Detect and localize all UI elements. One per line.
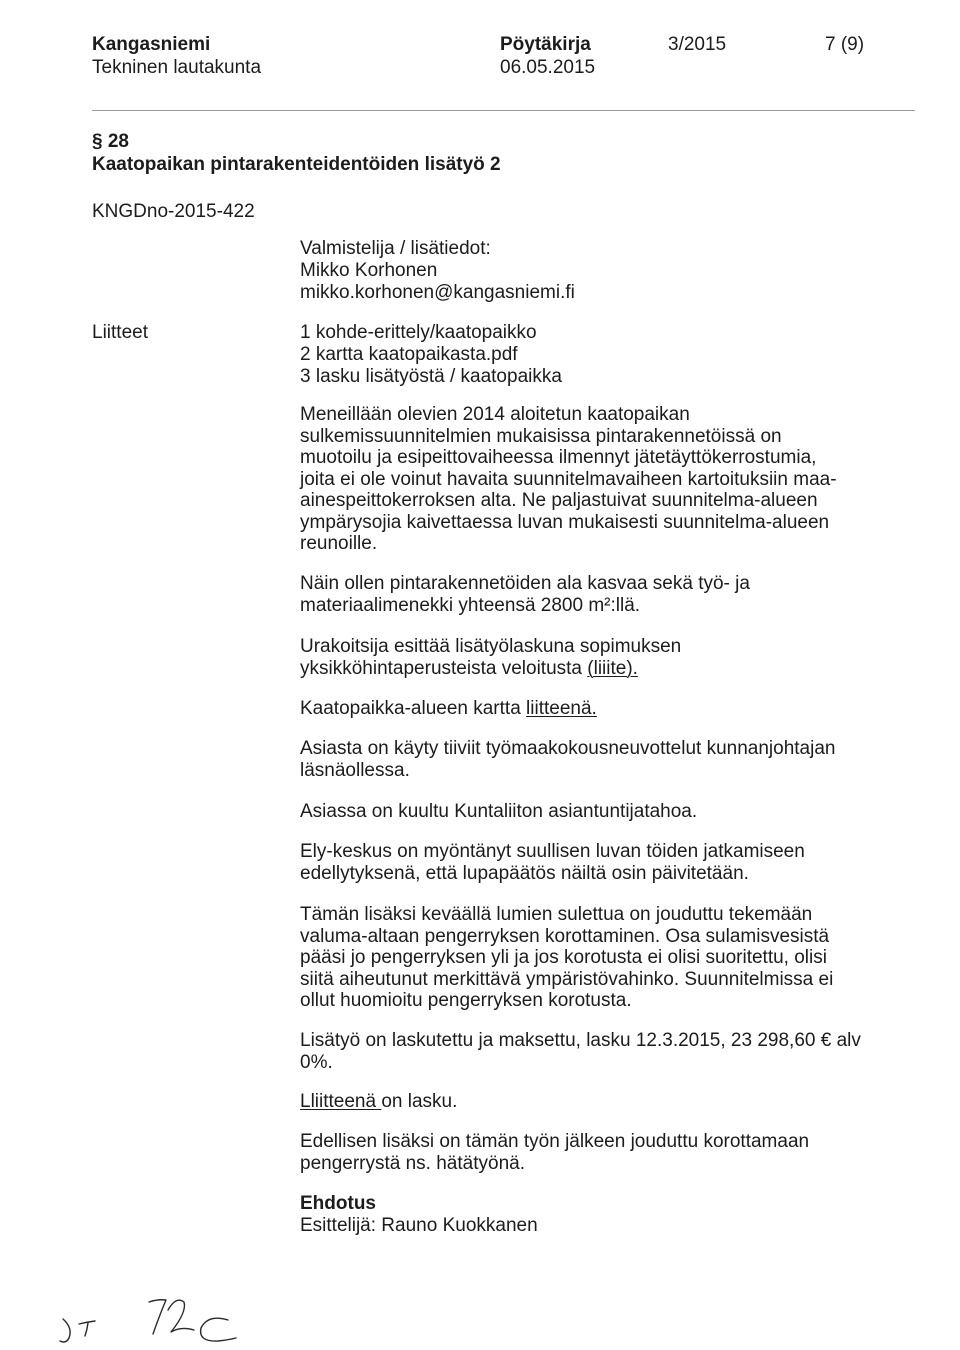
page-number: 7 (9): [825, 34, 865, 55]
paragraph: [300, 738, 835, 781]
paragraph-line: [300, 658, 681, 680]
preparer-label: Valmistelija / lisätiedot:: [300, 238, 491, 259]
paragraph-line: ainespeittokerroksen alta. Ne paljastuivat suunnitelma-alueen: [300, 490, 818, 511]
paragraph-line: siitä aiheutunut merkittävä ympäristövahinko. Suunnitelmissa ei: [300, 968, 834, 990]
invoice-attachment-link[interactable]: Lliitteenä: [300, 1091, 382, 1112]
paragraph-line: valuma-altaan pengerryksen korottaminen. Osa sulamisvesistä: [300, 925, 830, 947]
paragraph-line: Asiassa on kuultu Kuntaliiton asiantuntijatahoa.: [300, 801, 698, 822]
paragraph-line: Urakoitsija esittää lisätyölaskuna sopimuksen: [300, 636, 682, 657]
paragraph-line: ympärysojia kaivettaessa luvan mukaisesti suunnitelma-alueen: [300, 511, 830, 533]
paragraph-line: läsnäollessa.: [300, 759, 410, 781]
proposal-heading: Ehdotus: [300, 1193, 376, 1214]
section-number: § 28: [92, 131, 129, 152]
committee-name: Tekninen lautakunta: [92, 57, 262, 78]
meeting-date: 06.05.2015: [500, 57, 596, 78]
map-attachment-link[interactable]: liitteenä.: [526, 698, 597, 719]
initials-stroke: [85, 1323, 88, 1336]
handwritten-initials: [50, 1288, 250, 1350]
paragraph-line: Tämän lisäksi keväällä lumien sulettua on jouduttu tekemään: [300, 904, 813, 925]
paragraph-line: Ely-keskus on myöntänyt suullisen luvan töiden jatkamiseen: [300, 841, 805, 862]
paragraph-line: Lisätyö on laskutettu ja maksettu, lasku 12.3.2015, 23 298,60 € alv: [300, 1030, 861, 1051]
section-title: Kaatopaikan pintarakenteidentöiden lisätyö 2: [92, 154, 501, 175]
paragraph-line: pääsi jo pengerryksen yli ja jos korotusta ei olisi suoritettu, olisi: [300, 947, 827, 968]
initials-stroke: [79, 1321, 95, 1324]
document-type: Pöytäkirja: [500, 34, 591, 55]
proposal-block: [300, 1193, 538, 1236]
paragraph-text: yksikköhintaperusteista veloitusta: [300, 657, 588, 679]
paragraph: [300, 1091, 457, 1113]
paragraph: [300, 698, 597, 720]
attachment-item: 1 kohde-erittely/kaatopaikko: [300, 322, 537, 343]
initials-stroke: [201, 1318, 236, 1341]
initials-stroke: [168, 1300, 194, 1332]
paragraph: [300, 1131, 809, 1174]
paragraph-line: sulkemissuunnitelmien mukaisissa pintarakennetöissä on: [300, 425, 782, 447]
paragraph-text: Kaatopaikka-alueen kartta: [300, 698, 527, 719]
preparer-name: Mikko Korhonen: [300, 260, 438, 281]
attachments-list: [300, 322, 562, 388]
paragraph-line: materiaalimenekki yhteensä 2800 m²:llä.: [300, 594, 641, 616]
paragraph-line: Näin ollen pintarakennetöiden ala kasvaa sekä työ- ja: [300, 573, 750, 594]
paragraph-line: Meneillään olevien 2014 aloitetun kaatopaikan: [300, 404, 690, 425]
paragraph-line: muotoilu ja esipeittovaiheessa ilmennyt jätetäyttökerrostumia,: [300, 447, 817, 468]
presenter-line: Esittelijä: Rauno Kuokkanen: [300, 1214, 538, 1236]
attachment-link[interactable]: (liiite).: [587, 657, 638, 679]
initials-stroke: [149, 1300, 166, 1334]
record-reference: KNGDno-2015-422: [92, 201, 255, 222]
attachments-label: Liitteet: [92, 322, 148, 343]
organization-name: Kangasniemi: [92, 34, 211, 55]
paragraph-line: [300, 698, 597, 720]
paragraph: [300, 636, 681, 679]
preparer-email: mikko.korhonen@kangasniemi.fi: [300, 282, 575, 303]
header-divider: [92, 110, 915, 111]
attachment-item: 2 kartta kaatopaikasta.pdf: [300, 344, 518, 365]
attachment-item: 3 lasku lisätyöstä / kaatopaikka: [300, 366, 562, 387]
paragraph: [300, 801, 697, 823]
paragraph-line: ollut huomioitu pengerryksen korotusta.: [300, 990, 632, 1011]
paragraph-line: pengerrystä ns. hätätyönä.: [300, 1152, 525, 1174]
paragraph: [300, 1030, 861, 1073]
preparer-info: [300, 238, 575, 304]
paragraph-line: reunoille.: [300, 533, 378, 554]
paragraph: [300, 841, 805, 884]
paragraph-line: Edellisen lisäksi on tämän työn jälkeen jouduttu korottamaan: [300, 1131, 810, 1152]
paragraph-line: joita ei ole voinut havaita suunnitelmavaiheen kartoituksiin maa-: [300, 468, 837, 490]
minutes-number: 3/2015: [668, 34, 727, 55]
paragraph: [300, 904, 833, 1012]
paragraph: [300, 573, 750, 616]
paragraph-line: [300, 1091, 457, 1113]
paragraph: [300, 404, 837, 555]
paragraph-line: Asiasta on käyty tiiviit työmaakokousneuvottelut kunnanjohtajan: [300, 738, 836, 759]
paragraph-text: on lasku.: [381, 1091, 458, 1112]
initials-stroke: [60, 1319, 70, 1342]
paragraph-line: 0%.: [300, 1051, 333, 1073]
paragraph-line: edellytyksenä, että lupapäätös näiltä osin päivitetään.: [300, 862, 749, 884]
